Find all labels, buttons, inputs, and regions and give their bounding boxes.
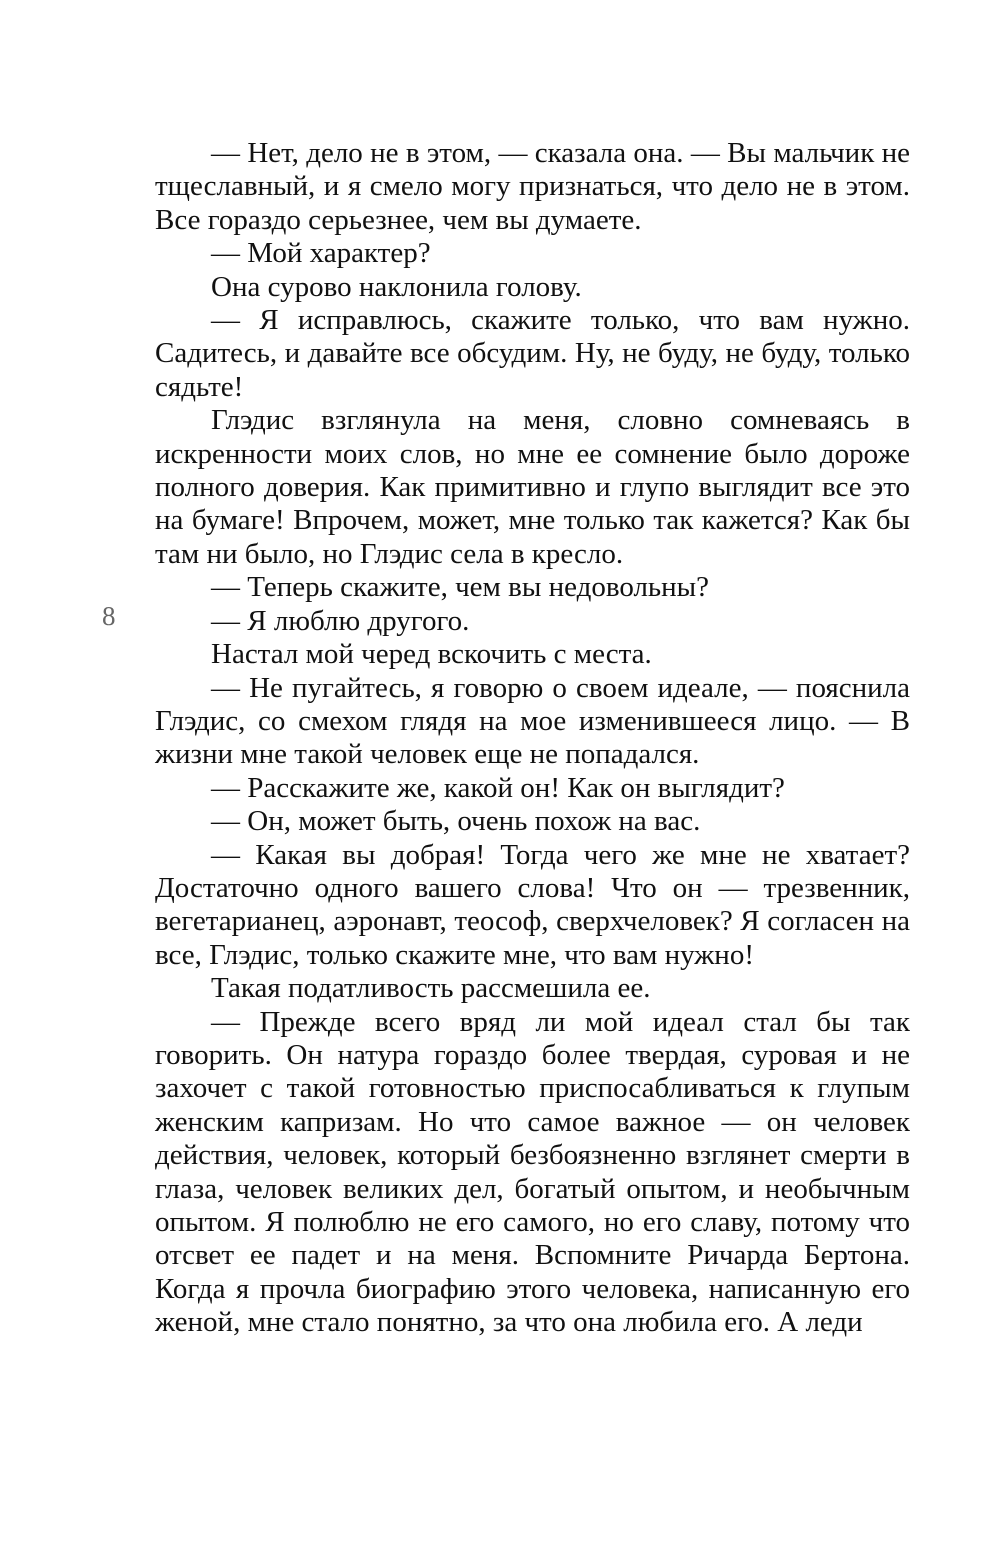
paragraph: Она сурово наклонила голову.: [211, 270, 582, 303]
paragraph: — Я исправлюсь, скажите только, что вам нужно. Садитесь, и давайте все обсудим. Ну, не буду, не буду, только сядьте!: [155, 304, 910, 403]
paragraph: — Он, может быть, очень похож на вас.: [211, 805, 701, 838]
paragraph: — Прежде всего вряд ли мой идеал стал бы так говорить. Он натура гораздо более твердая, суровая и не захочет с такой готовностью приспосабливаться к глупым женским капризам. Но что самое важное — он человек действия, человек, который безбоязненно взглянет смерти в глаза, человек великих дел, богатый опытом, и необычным опытом. Я полюблю не его самого, но его славу, потому что отсвет ее падет и на меня. Вспомните Ричарда Бертона. Когда я прочла биографию этого человека, написанную его женой, мне стало понятно, за что она любила его. А леди: [155, 1005, 910, 1339]
paragraph: — Я люблю другого.: [211, 604, 470, 637]
paragraph: — Не пугайтесь, я говорю о своем идеале, — пояснила Глэдис, со смехом глядя на мое изменившееся лицо. — В жизни мне такой человек еще не попадался.: [155, 671, 910, 771]
paragraph: — Нет, дело не в этом, — сказала она. — Вы мальчик не тщеславный, и я смело могу признаться, что дело не в этом. Все гораздо серьезнее, чем вы думаете.: [155, 137, 910, 236]
paragraph: Настал мой черед вскочить с места.: [211, 638, 652, 671]
paragraph: Глэдис взглянула на меня, словно сомневаясь в искренности моих слов, но мне ее сомнение было дороже полного доверия. Как примитивно и глупо выглядит все это на бумаге! Впрочем, может, мне только так кажется? Как бы там ни было, но Глэдис села в кресло.: [155, 404, 910, 570]
paragraph: Такая податливость рассмешила ее.: [211, 972, 651, 1005]
paragraph: — Расскажите же, какой он! Как он выглядит?: [211, 771, 785, 804]
page-number: 8: [102, 601, 116, 631]
paragraph: — Теперь скажите, чем вы недовольны?: [211, 571, 710, 604]
paragraph: — Мой характер?: [211, 237, 431, 270]
paragraph: — Какая вы добрая! Тогда чего же мне не хватает? Достаточно одного вашего слова! Что он — трезвенник, вегетарианец, аэронавт, теософ, сверхчеловек? Я согласен на все, Глэдис, только скажите мне, что вам нужно!: [155, 838, 910, 971]
body-text: [155, 137, 910, 1340]
